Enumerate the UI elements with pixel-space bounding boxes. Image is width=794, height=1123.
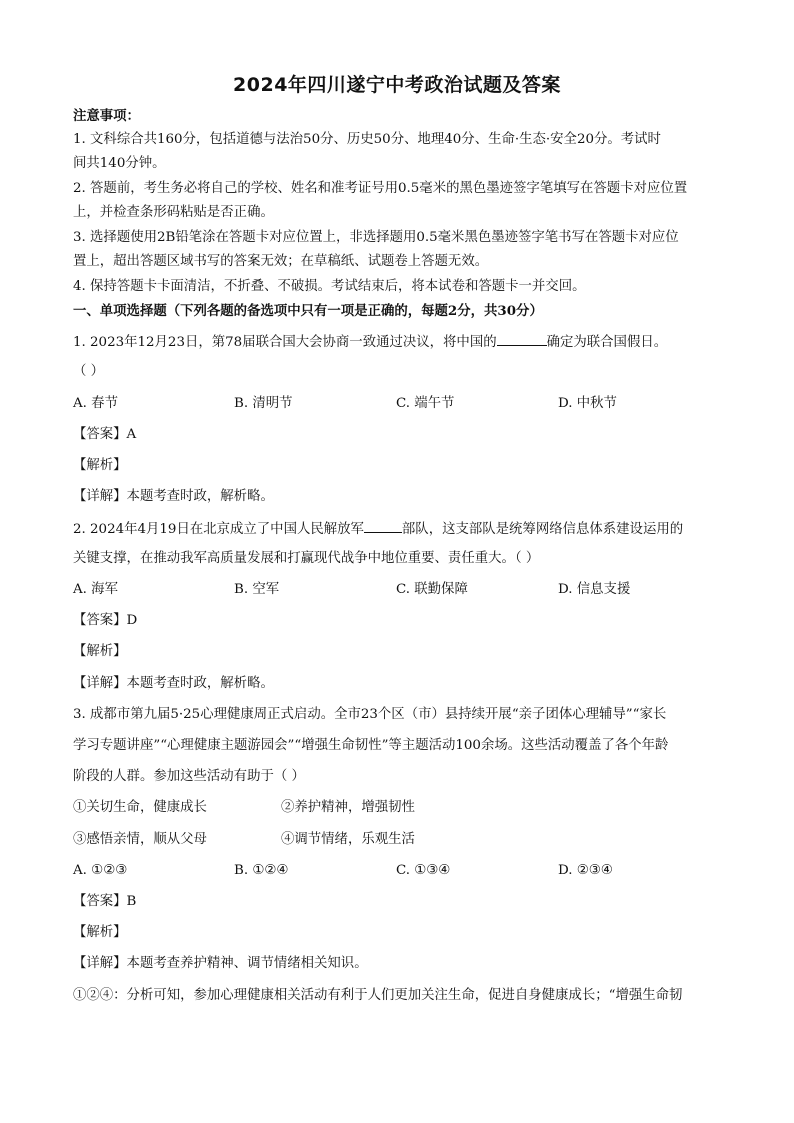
- q3-stem-line: 学习专题讲座”“心理健康主题游园会”“增强生命韧性”等主题活动100余场。这些活动覆盖了各个年龄: [73, 738, 669, 753]
- notice-line: 间共140分钟。: [73, 156, 166, 171]
- q1-options: [73, 394, 725, 414]
- notice-line: 3. 选择题使用2B铅笔涂在答题卡对应位置上，非选择题用0.5毫米黑色墨迹签字笔书写在答题卡对应位: [73, 230, 679, 245]
- q2-options: [73, 580, 725, 600]
- notice-line: 2. 答题前，考生务必将自己的学校、姓名和准考证号用0.5毫米的黑色墨迹签字笔填写在答题卡对应位置: [73, 181, 688, 196]
- option-d: D. ②③④: [558, 863, 613, 878]
- statement-1: ①关切生命，健康成长: [73, 800, 207, 815]
- q1-stem-part-b: 确定为联合国假日。: [546, 335, 668, 350]
- q2-analysis: 【解析】: [73, 644, 127, 659]
- q1-paren: （ ）: [73, 364, 105, 379]
- q1-analysis: 【解析】: [73, 458, 127, 473]
- q2-detail: 【详解】本题考查时政，解析略。: [73, 676, 274, 691]
- section-heading: 一、单项选择题（下列各题的备选项中只有一项是正确的，每题2分，共30分）: [73, 303, 543, 319]
- option-a: A. 海军: [73, 582, 118, 597]
- option-a: A. ①②③: [73, 863, 128, 878]
- option-b: B. ①②④: [234, 863, 289, 878]
- option-d: D. 信息支援: [558, 582, 631, 597]
- q2-answer: 【答案】D: [73, 613, 138, 628]
- question-1-stem: [73, 331, 725, 353]
- q2-stem-part-a: 2. 2024年4月19日在北京成立了中国人民解放军: [73, 522, 364, 537]
- q3-statements-row-2: [73, 830, 725, 850]
- notice-line: 上，并检查条形码粘贴是否正确。: [73, 205, 274, 220]
- q2-stem-part-b: 部队，这支部队是统筹网络信息体系建设运用的: [401, 522, 684, 537]
- q3-detail: 【详解】本题考查养护精神、调节情绪相关知识。: [73, 956, 368, 971]
- q3-statements-row-1: [73, 798, 725, 818]
- notice-line: 置上，超出答题区域书写的答案无效；在草稿纸、试题卷上答题无效。: [73, 254, 489, 269]
- q3-explanation: ①②④：分析可知，参加心理健康相关活动有利于人们更加关注生命，促进自身健康成长；“增强生命韧: [73, 988, 683, 1003]
- notice-line: 4. 保持答题卡卡面清洁，不折叠、不破损。考试结束后，将本试卷和答题卡一并交回。: [73, 279, 586, 294]
- notice-line: 1. 文科综合共160分，包括道德与法治50分、历史50分、地理40分、生命·生态·安全20分。考试时: [73, 132, 661, 147]
- statement-4: ④调节情绪，乐观生活: [281, 832, 415, 847]
- option-c: C. ①③④: [396, 863, 451, 878]
- answer-blank: [497, 331, 547, 346]
- option-c: C. 端午节: [396, 396, 455, 411]
- option-d: D. 中秋节: [558, 396, 617, 411]
- q3-answer: 【答案】B: [73, 894, 137, 909]
- option-a: A. 春节: [73, 396, 118, 411]
- page-title: 2024年四川遂宁中考政治试题及答案: [233, 74, 561, 96]
- q3-stem-line: 阶段的人群。参加这些活动有助于（ ）: [73, 769, 305, 784]
- q2-stem-line: 关键支撑，在推动我军高质量发展和打赢现代战争中地位重要、责任重大。（ ）: [73, 551, 540, 566]
- option-b: B. 空军: [234, 582, 280, 597]
- answer-blank: [364, 518, 402, 533]
- question-2-stem: [73, 518, 725, 540]
- statement-2: ②养护精神，增强韧性: [281, 800, 415, 815]
- q1-answer: 【答案】A: [73, 427, 137, 442]
- q1-detail: 【详解】本题考查时政，解析略。: [73, 489, 274, 504]
- q3-analysis: 【解析】: [73, 925, 127, 940]
- option-c: C. 联勤保障: [396, 582, 468, 597]
- q3-options: [73, 861, 725, 881]
- q1-stem-part-a: 1. 2023年12月23日，第78届联合国大会协商一致通过决议，将中国的: [73, 335, 497, 350]
- q3-stem-line: 3. 成都市第九届5·25心理健康周正式启动。全市23个区（市）县持续开展“亲子团体心理辅导”“家长: [73, 707, 667, 722]
- statement-3: ③感悟亲情，顺从父母: [73, 832, 207, 847]
- option-b: B. 清明节: [234, 396, 293, 411]
- notice-heading: 注意事项：: [73, 108, 140, 124]
